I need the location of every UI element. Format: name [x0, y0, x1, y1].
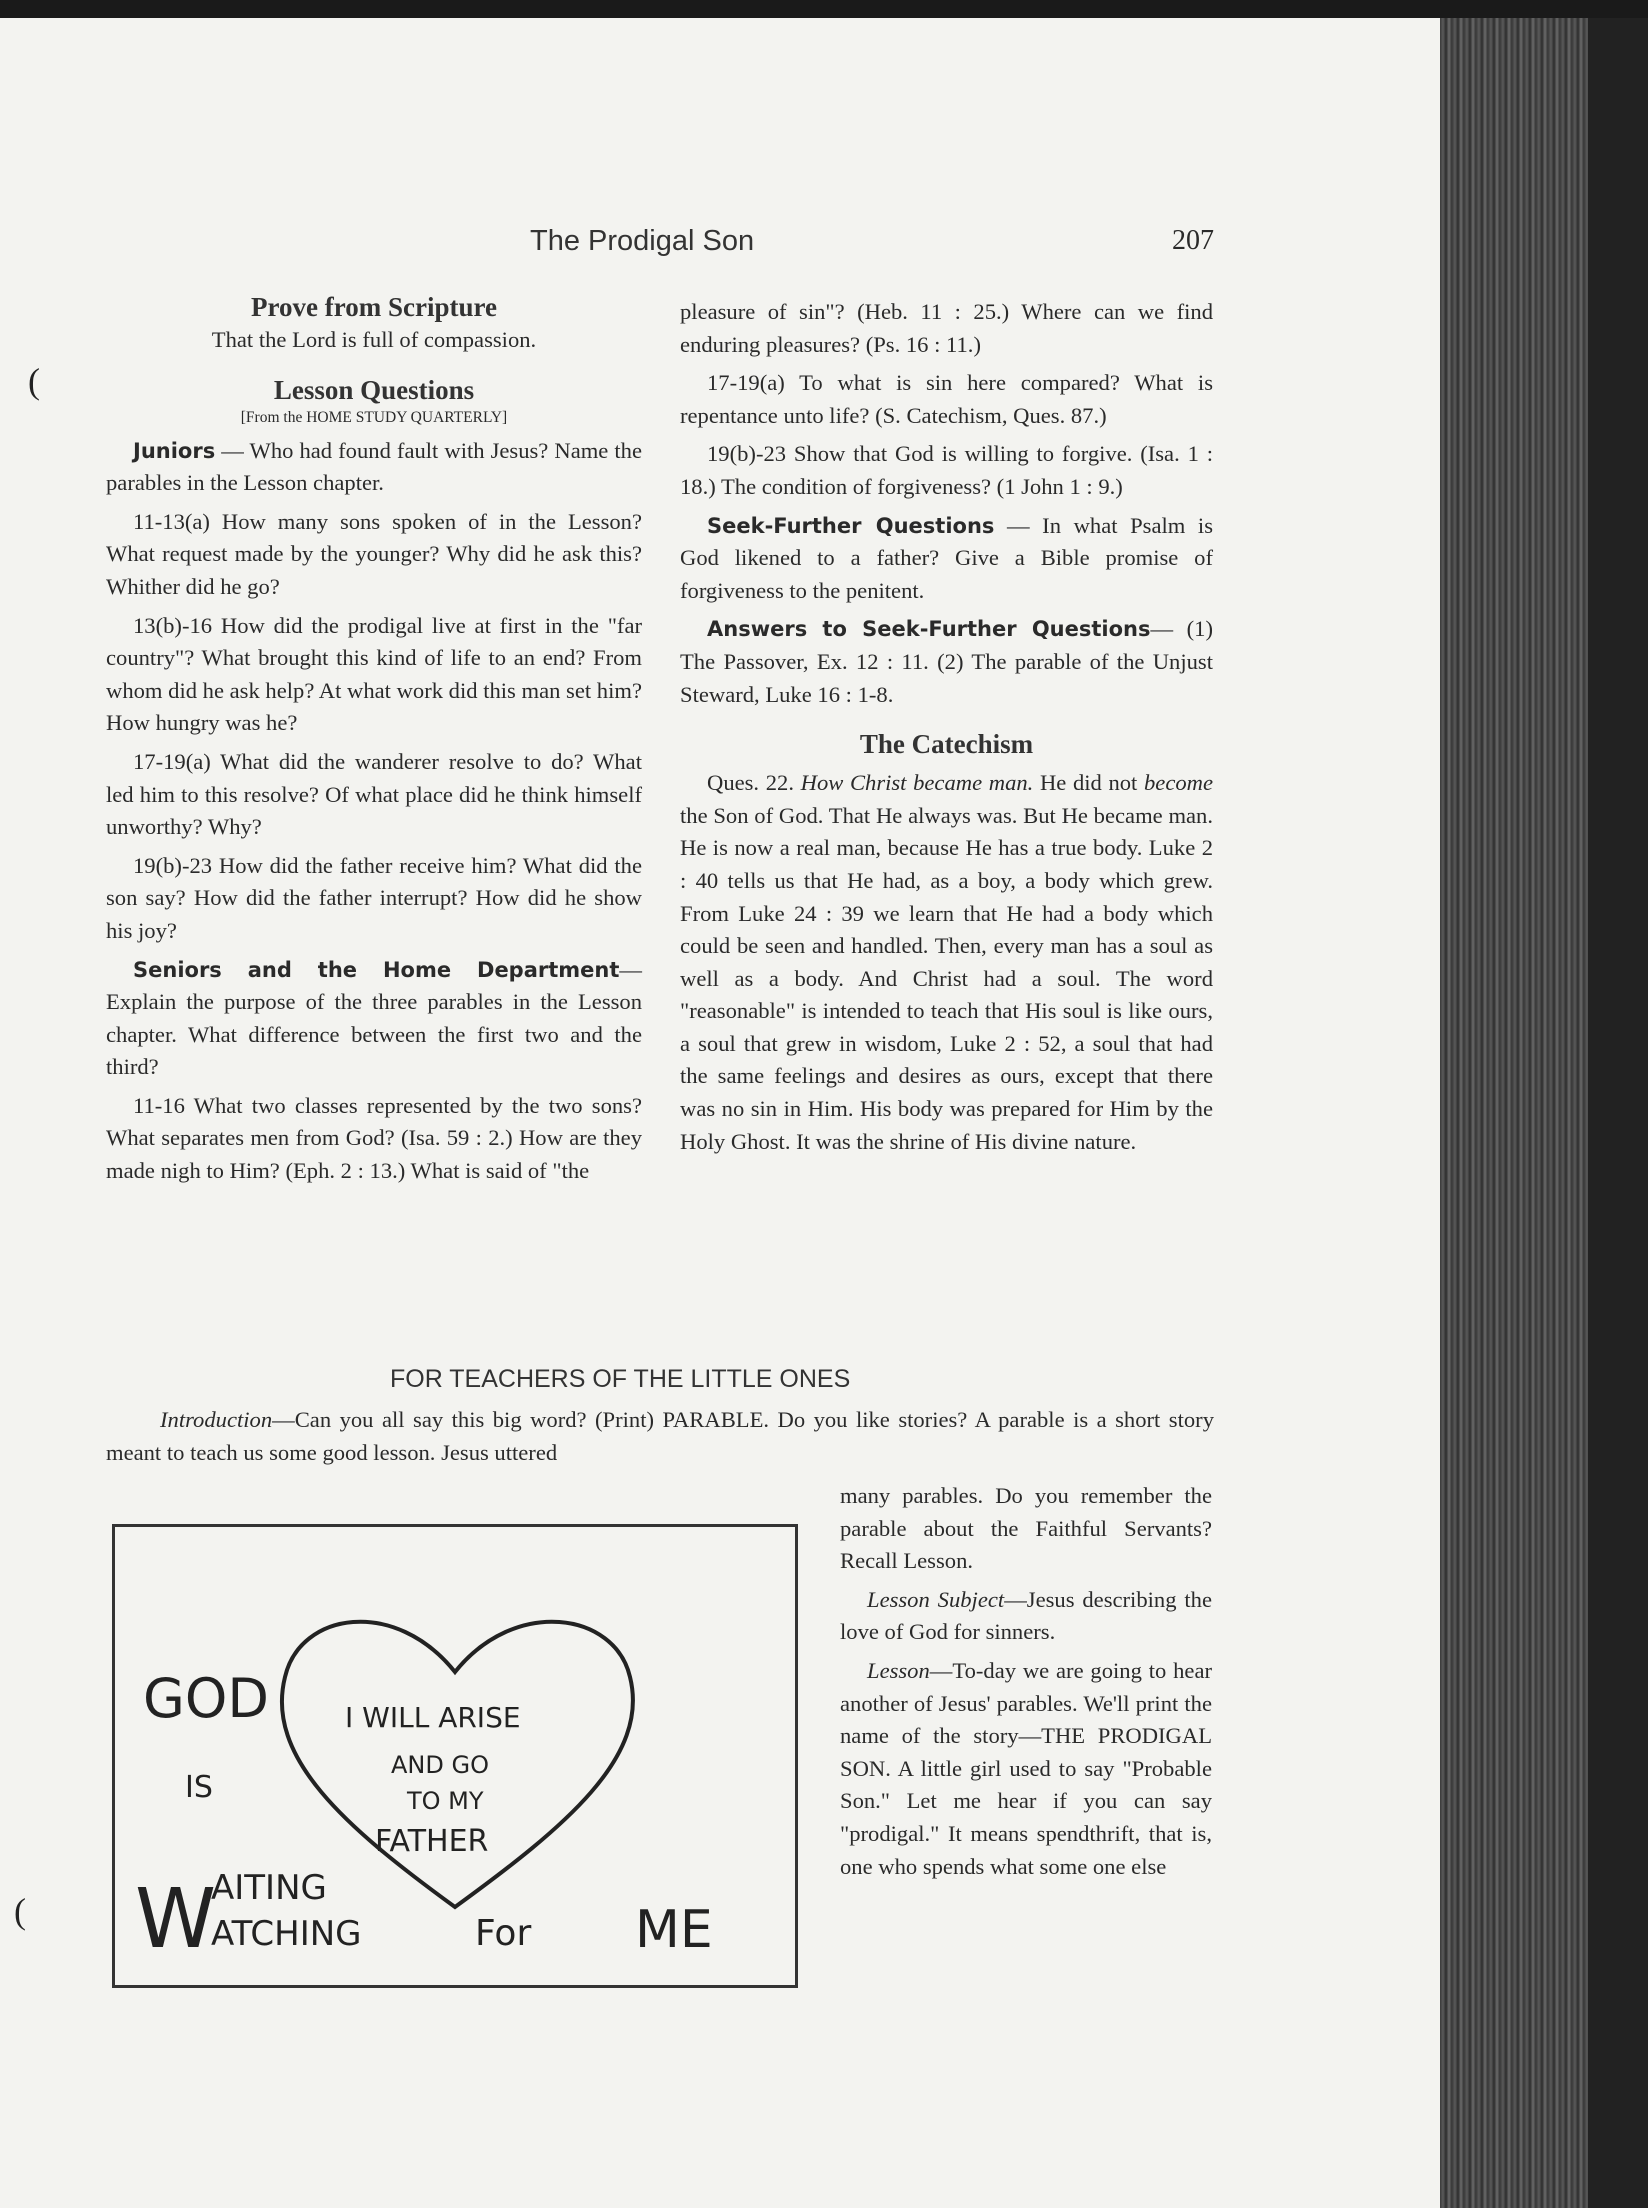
lesson-questions-heading: Lesson Questions [273, 374, 475, 405]
question-paragraph: 19(b)-23 Show that God is willing to forgive. (Isa. 1 : 18.) The condition of forgiveness? (1 John 1 : 9.) [680, 441, 1213, 499]
catechism-paragraph: Ques. 22. How Christ became man. He did not become the Son of God. That He always was. But He became man. He is now a real man, because He has a true body. Luke 2 : 40 tells us that He had, as a boy, a body which grew. From Luke 24 : 39 we learn that He had a body which could be seen and handled. Then, every man has a soul as well as a body. And Christ had a soul. The word "reasonable" is intended to teach that His soul is like ours, a soul that grew in wisdom, Luke 2 : 52, a soul that had the same feelings and desires as ours, except that there was no sin in Him. His body was prepared for Him by the Holy Ghost. It was the shrine of His divine nature. [680, 770, 1213, 1154]
question-paragraph: 11-16 What two classes represented by the two sons? What separates men from God? (Isa. 59 : 2.) How are they made nigh to Him? (Eph. 2 : 13.) What is said of "the [106, 1092, 642, 1184]
seek-further-label: Seek-Further Questions [707, 513, 995, 538]
seek-further-paragraph: Seek-Further Questions — In what Psalm is God likened to a father? Give a Bible promise of forgiveness to the penitent. [680, 512, 1213, 603]
heart-line-1: I WILL ARISE [345, 1701, 521, 1734]
w-big-letter: W [135, 1872, 217, 1967]
blackboard-illustration [112, 1524, 798, 1988]
margin-mark: ( [28, 361, 40, 401]
prove-text: That the Lord is full of compassion. [211, 327, 537, 352]
question-paragraph: 11-13(a) How many sons spoken of in the Lesson? What request made by the younger? Why did he ask this? Whither did he go? [106, 508, 642, 599]
running-head: The Prodigal Son [530, 225, 755, 257]
intro-paragraph: Introduction—Can you all say this big word? (Print) PARABLE. Do you like stories? A parable is a short story meant to teach us some good lesson. Jesus uttered [106, 1407, 1214, 1465]
illustration-drawing [115, 1527, 795, 1985]
right-column [680, 296, 1213, 1158]
catechism-heading: The Catechism [859, 729, 1034, 760]
scan-top-border [0, 0, 1648, 18]
page-number: 207 [1172, 225, 1214, 256]
continued-paragraph: pleasure of sin"? (Heb. 11 : 25.) Where can we find enduring pleasures? (Ps. 16 : 11.) [680, 299, 1213, 357]
answers-label: Answers to Seek-Further Questions [707, 617, 1151, 642]
juniors-label: Juniors [133, 438, 216, 463]
for-word: For [475, 1913, 532, 1954]
atching-word: ATCHING [211, 1914, 362, 1954]
heart-line-4: FATHER [375, 1824, 489, 1859]
me-word: ME [635, 1900, 713, 1960]
heart-line-2: AND GO [391, 1751, 489, 1779]
source-note: [From the HOME STUDY QUARTERLY] [240, 408, 508, 426]
lesson-paragraph: Lesson—To-day we are going to hear another of Jesus' parables. We'll print the name of the story—THE PRODIGAL SON. A little girl used to say "Probable Son." Let me hear if you can say "prodigal." It means spendthrift, that is, one who spends what some one else [840, 1657, 1212, 1879]
left-column [106, 290, 642, 1188]
question-paragraph: 17-19(a) To what is sin here compared? What is repentance unto life? (S. Catechism, Ques. 87.) [680, 370, 1213, 428]
question-paragraph: 19(b)-23 How did the father receive him? What did the son say? How did the father interrupt? How did he show his joy? [106, 852, 642, 943]
juniors-paragraph: Juniors — Who had found fault with Jesus? Name the parables in the Lesson chapter. [106, 437, 642, 496]
teachers-right-column: many parables. Do you remember the parable about the Faithful Servants? Recall Lesson. Lesson Subject—Jesus describing the love of God for sinners. Lesson—To-day we are going to hear another of Jesus' parables. We'll print the name of the story—THE PRODIGAL SON. A little girl used to say "Probable Son." Let me hear if you can say "prodigal." It means spendthrift, that is, one who spends what some one else [840, 1480, 1212, 1883]
margin-mark: ( [14, 1891, 26, 1931]
aiting-word: AITING [211, 1868, 327, 1908]
is-word: IS [185, 1770, 213, 1805]
intro-label: Introduction [160, 1407, 273, 1432]
question-paragraph: 13(b)-16 How did the prodigal live at first in the "far country"? What brought this kind of life to an end? From whom did he ask help? At what work did this man set him? How hungry was he? [106, 612, 642, 736]
lesson-subject-paragraph: Lesson Subject—Jesus describing the love of God for sinners. [840, 1586, 1212, 1645]
heart-line-3: TO MY [407, 1787, 484, 1815]
seniors-paragraph: Seniors and the Home Department— Explain the purpose of the three parables in the Lesson chapter. What difference between the first two and the third? [106, 956, 642, 1080]
god-word: GOD [143, 1667, 269, 1730]
seniors-label: Seniors and the Home Department [133, 957, 620, 982]
prove-heading: Prove from Scripture [251, 292, 497, 322]
book-page-edges [1440, 18, 1648, 2208]
teachers-heading: FOR TEACHERS OF THE LITTLE ONES [390, 1365, 851, 1393]
answers-paragraph: Answers to Seek-Further Questions— (1) The Passover, Ex. 12 : 11. (2) The parable of the Unjust Steward, Luke 16 : 1-8. [680, 616, 1214, 707]
question-paragraph: 17-19(a) What did the wanderer resolve to do? What led him to this resolve? Of what place did he think himself unworthy? Why? [106, 748, 642, 840]
